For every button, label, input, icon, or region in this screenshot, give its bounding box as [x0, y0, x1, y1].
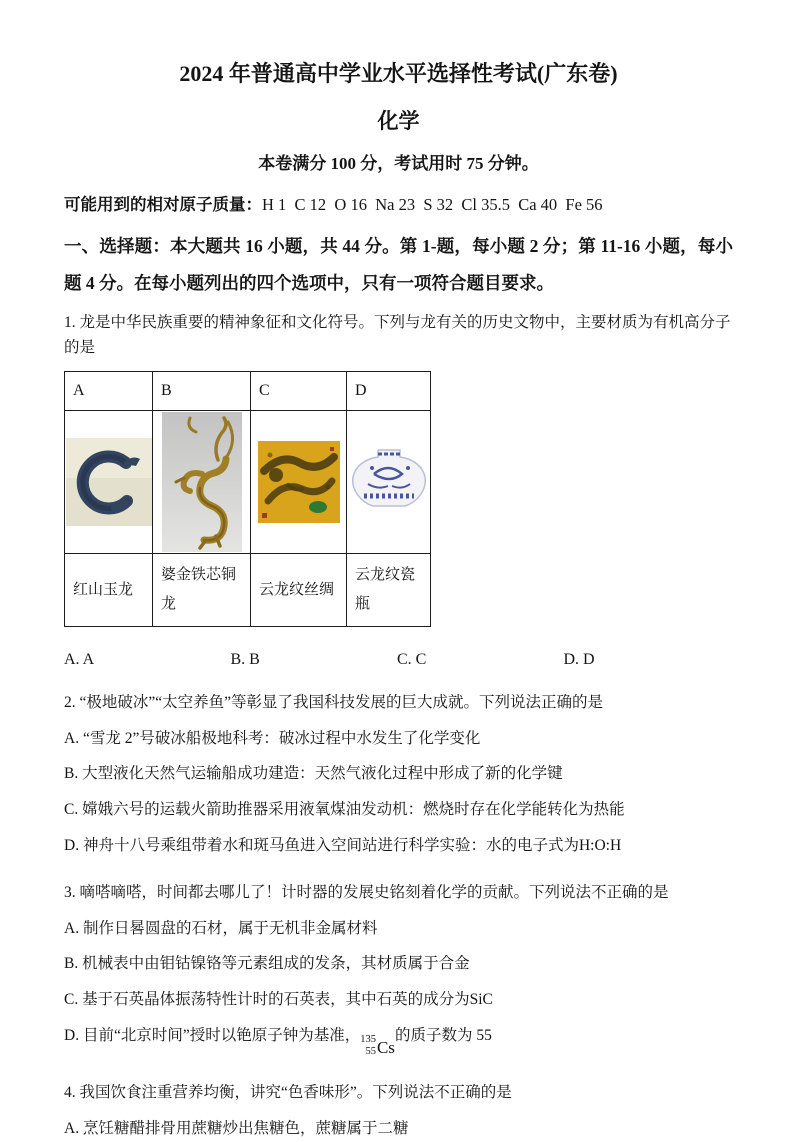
artifact-cell-d	[347, 410, 431, 553]
artifact-cell-b	[153, 410, 251, 553]
hongshan-jade-dragon-image	[66, 438, 152, 526]
artifact-cell-c	[251, 410, 347, 553]
q3-option-b: B. 机械表中由钼钴镍铬等元素组成的发条，其材质属于合金	[64, 955, 470, 973]
artifact-cell-a	[65, 410, 153, 553]
section-heading: 一、选择题：本大题共 16 小题，共 44 分。第 1-题，每小题 2 分；第 11-16 小题，每小题 4 分。在每小题列出的四个选项中，只有一项符合题目要求。	[64, 235, 733, 293]
q4-option-a: A. 烹饪糖醋排骨用蔗糖炒出焦糖色，蔗糖属于二糖	[64, 1119, 409, 1137]
question-4-stem: 4. 我国饮食注重营养均衡，讲究“色香味形”。下列说法不正确的是	[64, 1084, 512, 1102]
table-image-row	[65, 410, 431, 553]
artifact-caption-a: 红山玉龙	[65, 553, 153, 626]
question-1-artifact-table	[64, 371, 431, 627]
q2-option-b: B. 大型液化天然气运输船成功建造：天然气液化过程中形成了新的化学键	[64, 765, 563, 783]
table-header-c: C	[251, 371, 347, 410]
subject-title: 化学	[377, 108, 420, 133]
nuclide-atomic-number: 55	[365, 1046, 376, 1058]
table-header-row	[65, 371, 431, 410]
artifact-caption-d: 云龙纹瓷瓶	[347, 553, 431, 626]
table-header-d: D	[347, 371, 431, 410]
cesium-nuclide-notation	[360, 1035, 395, 1059]
gilt-iron-core-bronze-dragon-image	[162, 412, 242, 552]
atomic-mass-values: H 1 C 12 O 16 Na 23 S 32 Cl 35.5 Ca 40 Fe 56	[262, 194, 603, 214]
artifact-caption-c: 云龙纹丝绸	[251, 553, 347, 626]
q1-answer-c: C. C	[397, 650, 427, 668]
question-1-answer-row	[64, 651, 730, 669]
table-header-b: B	[153, 371, 251, 410]
q1-answer-b: B. B	[230, 650, 260, 668]
q3-option-a: A. 制作日晷圆盘的石材，属于无机非金属材料	[64, 919, 378, 937]
exam-title: 2024 年普通高中学业水平选择性考试(广东卷)	[179, 61, 618, 86]
q3-option-d	[64, 1024, 733, 1059]
artifact-caption-b: 婆金铁芯铜龙	[153, 553, 251, 626]
atomic-mass-label: 可能用到的相对原子质量：	[64, 194, 262, 214]
q2-option-a: A. “雪龙 2”号破冰船极地科考：破冰过程中水发生了化学变化	[64, 729, 481, 747]
q2-option-d: D. 神舟十八号乘组带着水和斑马鱼进入空间站进行科学实验：水的电子式为H:O:H	[64, 837, 622, 855]
question-1-stem: 1. 龙是中华民族重要的精神象征和文化符号。下列与龙有关的历史文物中，主要材质为有机高分子的是	[64, 314, 731, 357]
nuclide-mass-number: 135	[360, 1034, 376, 1046]
cloud-dragon-silk-image	[258, 441, 340, 523]
cloud-dragon-porcelain-vase-image	[348, 444, 430, 520]
q1-answer-d: D. D	[563, 650, 595, 668]
question-2-stem: 2. “极地破冰”“太空养鱼”等彰显了我国科技发展的巨大成就。下列说法正确的是	[64, 693, 604, 711]
nuclide-element-symbol: Cs	[376, 1037, 395, 1057]
atomic-mass-line	[64, 191, 733, 215]
q3-option-d-prefix: D. 目前“北京时间”授时以铯原子钟为基准，	[64, 1027, 361, 1045]
question-3-stem: 3. 嘀嗒嘀嗒，时间都去哪儿了！计时器的发展史铭刻着化学的贡献。下列说法不正确的是	[64, 883, 669, 901]
table-header-a: A	[65, 371, 153, 410]
q2-option-c: C. 嫦娥六号的运载火箭助推器采用液氧煤油发动机：燃烧时存在化学能转化为热能	[64, 801, 625, 819]
q1-answer-a: A. A	[64, 650, 95, 668]
exam-info-line: 本卷满分 100 分，考试用时 75 分钟。	[258, 153, 539, 173]
q3-option-c: C. 基于石英晶体振荡特性计时的石英表，其中石英的成分为SiC	[64, 991, 493, 1009]
q3-option-d-suffix: 的质子数为 55	[394, 1027, 492, 1045]
table-caption-row	[65, 553, 431, 626]
